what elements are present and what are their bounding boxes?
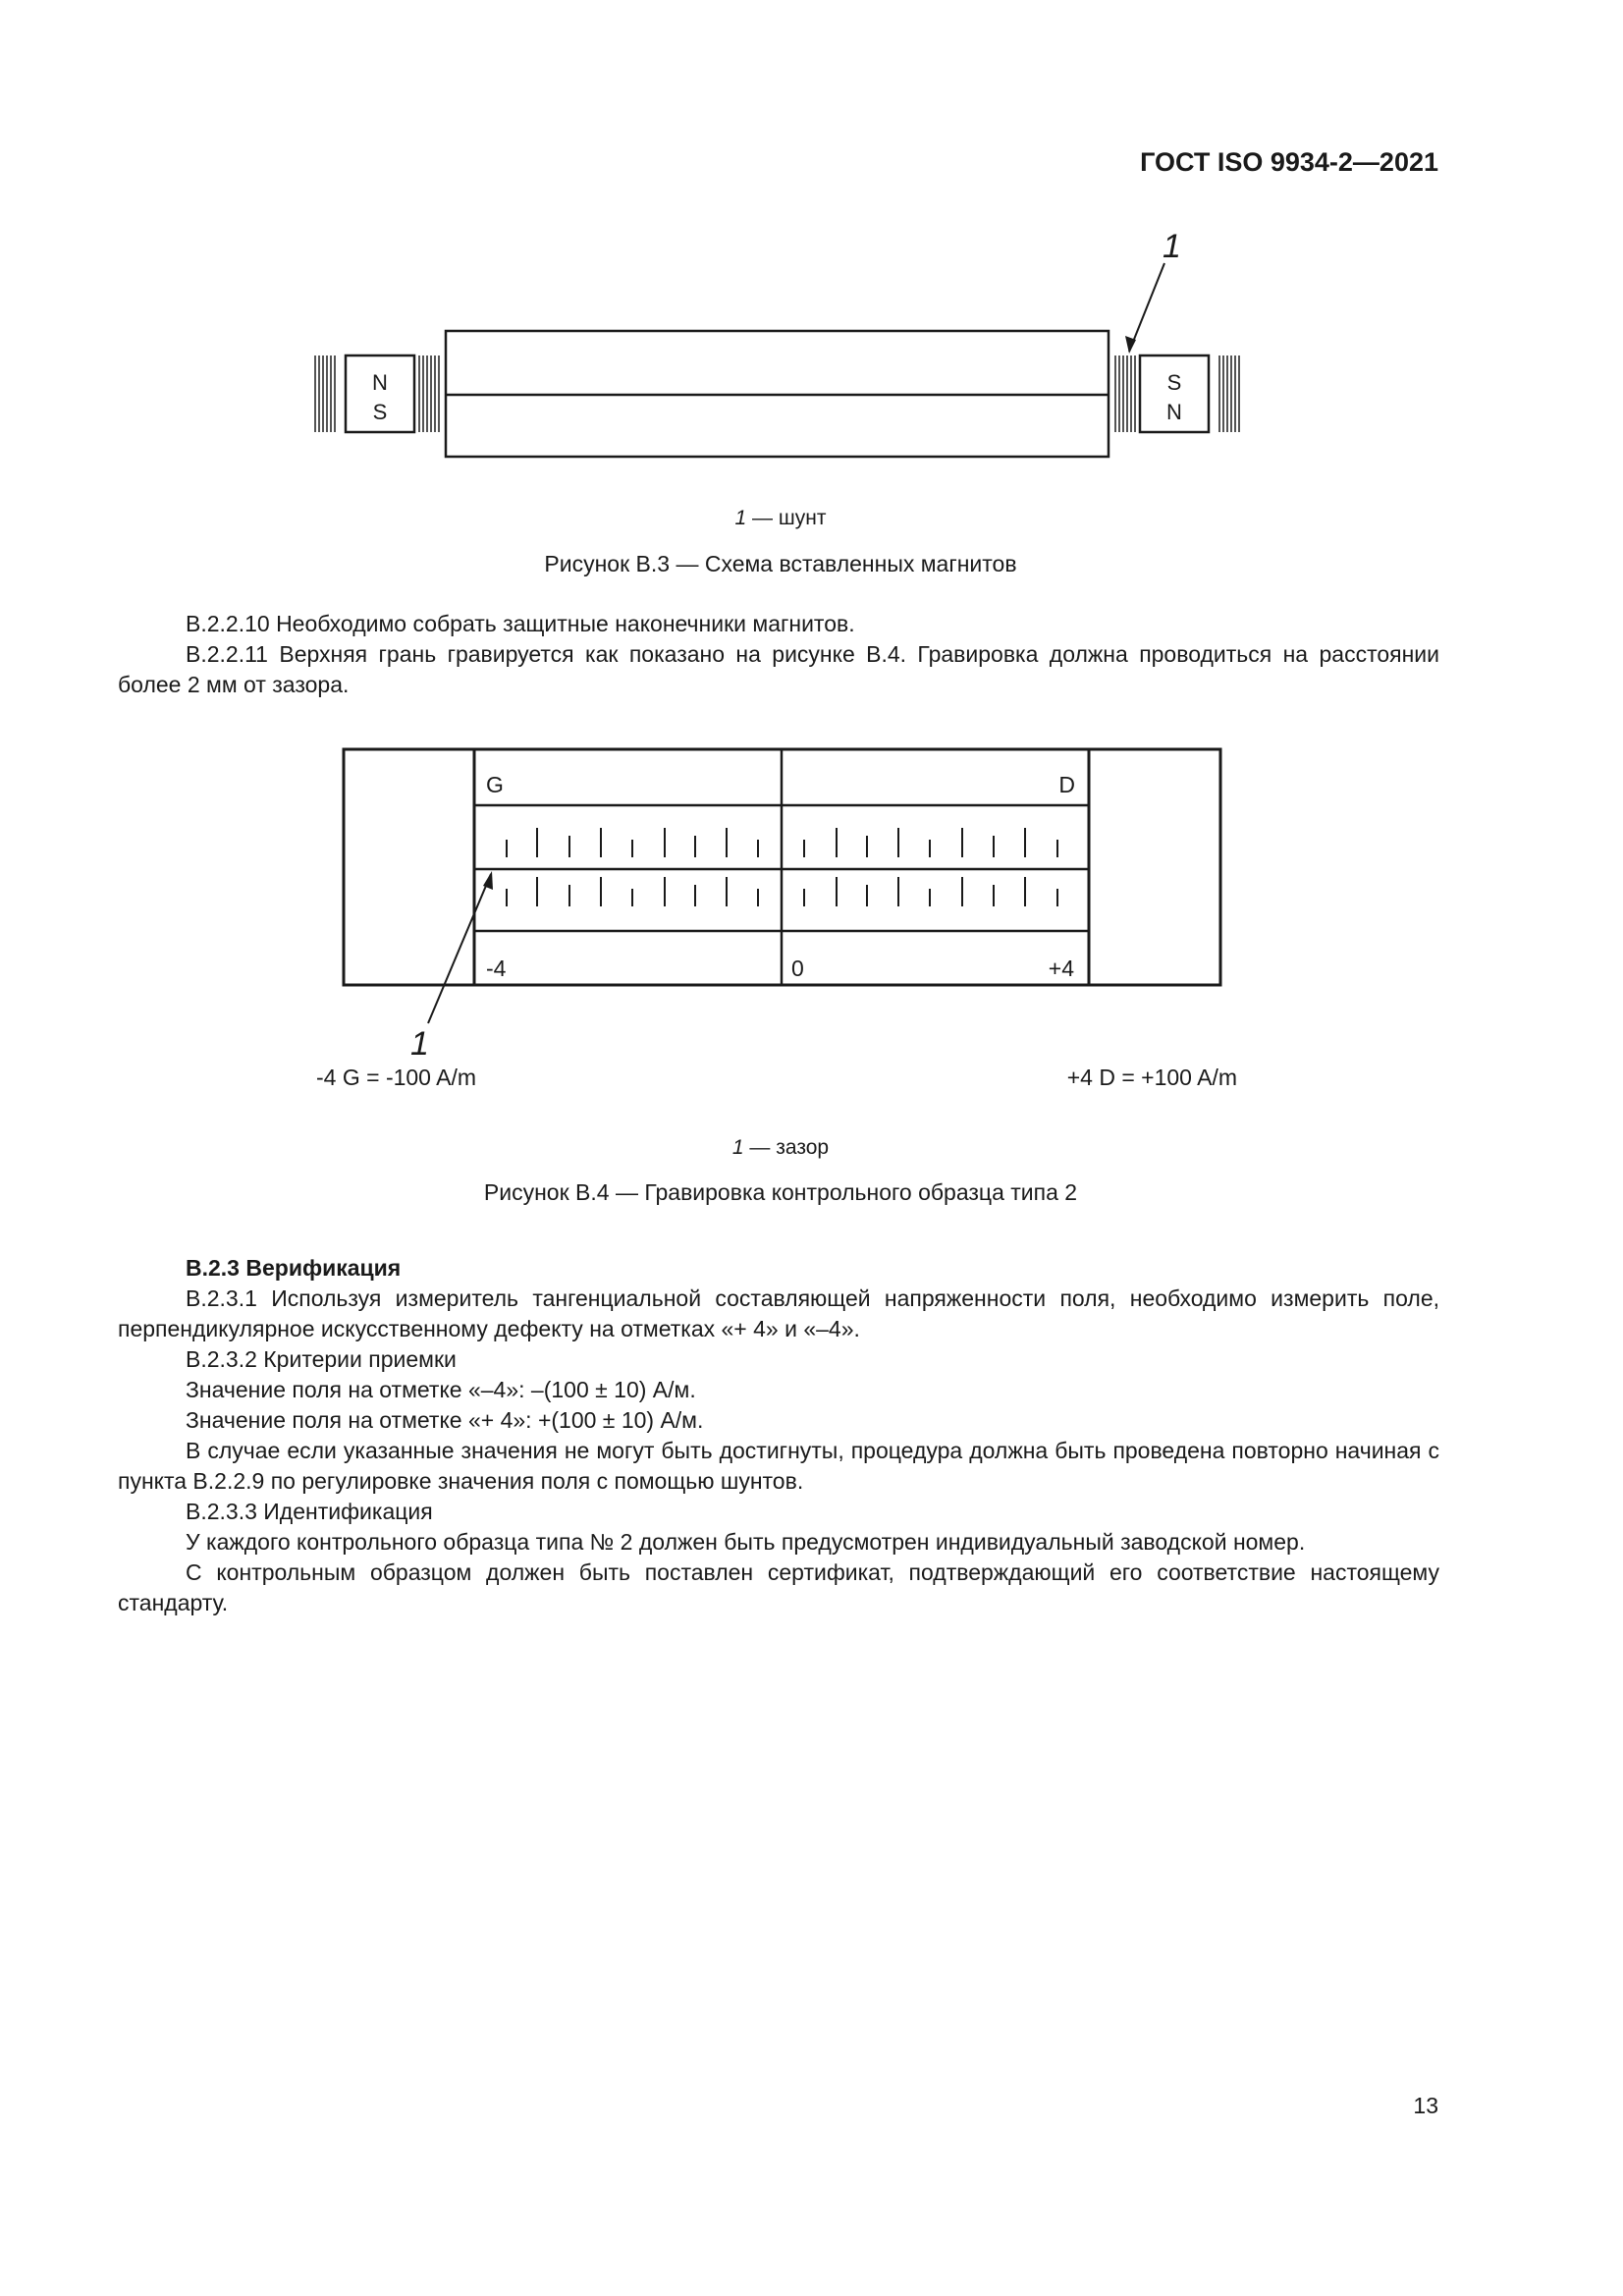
right-magnet-top-pole: S: [1166, 370, 1182, 395]
label-d: D: [1058, 772, 1075, 797]
criterion-plus-4: Значение поля на отметке «+ 4»: +(100 ± 10) А/м.: [186, 1407, 704, 1433]
legend-number: 1: [734, 507, 747, 529]
figure-b4-caption: Рисунок В.4 — Гравировка контрольного образца типа 2: [483, 1179, 1078, 1205]
left-magnet-bottom-pole: S: [372, 400, 388, 424]
page-number: 13: [1413, 2093, 1438, 2118]
legend-text: — шунт: [746, 507, 827, 529]
legend-number: 1: [731, 1136, 744, 1159]
left-scale-note: -4 G = -100 A/m: [316, 1065, 476, 1090]
figure-b3-caption: Рисунок В.3 — Схема вставленных магнитов: [544, 551, 1017, 576]
callout-leader: [428, 874, 491, 1023]
paragraph-b233: В.2.3.3 Идентификация: [186, 1499, 433, 1524]
right-scale-note: +4 D = +100 A/m: [1066, 1065, 1237, 1090]
left-magnet-top-pole: N: [372, 370, 388, 395]
section-heading: В.2.3 Верификация: [186, 1255, 402, 1281]
section-b23-text: [118, 1253, 1439, 1618]
paragraph-b2210: В.2.2.10 Необходимо собрать защитные наконечники магнитов.: [186, 611, 855, 636]
mark-minus-4: -4: [486, 956, 507, 981]
callout-number: 1: [410, 1025, 429, 1063]
mark-zero: 0: [791, 956, 804, 981]
paragraph-b2211: В.2.2.11 Верхняя грань гравируется как показано на рисунке В.4. Гравировка должна проводиться на расстоянии более 2 мм от зазора.: [118, 641, 1439, 697]
paragraph-b232: В.2.3.2 Критерии приемки: [186, 1346, 457, 1372]
paragraph-b231: В.2.3.1 Используя измеритель тангенциальной составляющей напряженности поля, необходимо измерить поле, перпендикулярное искусственному дефекту на отметках «+ 4» и «–4».: [118, 1285, 1439, 1341]
document-header: ГОСТ ISO 9934-2—2021: [1140, 147, 1438, 177]
paragraph-certificate: С контрольным образцом должен быть поставлен сертификат, подтверждающий его соответствие настоящему стандарту.: [118, 1559, 1439, 1615]
paragraph-serial-number: У каждого контрольного образца типа № 2 должен быть предусмотрен индивидуальный заводской номер.: [186, 1529, 1306, 1555]
callout-number: 1: [1163, 228, 1181, 265]
label-g: G: [486, 772, 504, 797]
criterion-minus-4: Значение поля на отметке «–4»: –(100 ± 10) А/м.: [186, 1377, 696, 1402]
mark-plus-4: +4: [1048, 956, 1074, 981]
legend-text: — зазор: [743, 1136, 830, 1159]
figure-b4-diagram: [0, 0, 1623, 1129]
paragraph-retry: В случае если указанные значения не могут быть достигнуты, процедура должна быть проведена повторно начиная с пункта В.2.2.9 по регулировке значения поля с помощью шунтов.: [118, 1438, 1439, 1494]
figure-b4-legend: [0, 1136, 1561, 1160]
right-magnet-bottom-pole: N: [1166, 400, 1182, 424]
